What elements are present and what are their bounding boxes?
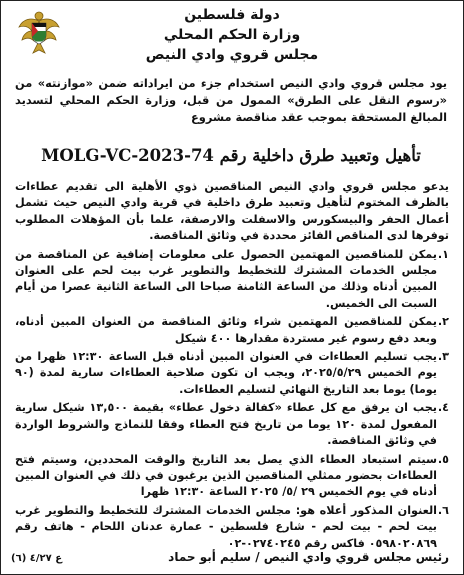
list-item	[15, 349, 449, 398]
item-number: ١.	[437, 247, 449, 261]
list-item	[15, 452, 449, 501]
reference-code: ع ٤/٢٧ (٦)	[11, 553, 63, 564]
list-item	[15, 247, 449, 313]
item-text: يجب ان يرفق مع كل عطاء «كفالة دخول عطاء» بقيمة ١٣,٥٠٠ شيكل سارية المفعول لمدة ١٢٠ يوما من تاريخ فتح العطاء وفقا للنماذج والشروط الواردة في وثائق المناقصة.	[15, 401, 437, 448]
signature-line: رئيس مجلس قروي وادي النيص / سليم أبو حماد	[168, 550, 449, 564]
list-item	[15, 400, 449, 449]
council-name: مجلس قروي وادي النيص	[145, 47, 319, 63]
page-header	[1, 5, 463, 65]
intro-paragraph: يود مجلس قروي وادي النيص استخدام جزء من ايراداته ضمن «موازنته» من «رسوم النقل على الطرق» الممول من قبل، وزارة الحكم المحلي لتسديد المبالغ المستحقة بموجب عقد مناقصة مشروع	[15, 76, 447, 124]
item-number: ٤.	[437, 401, 449, 415]
list-item	[15, 503, 449, 552]
item-number: ٢.	[437, 315, 449, 329]
item-text: يجب تسليم العطاءات في العنوان المبين أدناه قبل الساعة ١٢:٣٠ ظهرا من يوم الخميس ٢٠٢٥/٥/٢٩، ويجب ان تكون صلاحية العطاءات سارية لمدة (٩٠ يوما) يوما بعد التاريخ النهائي لتسليم العطاءات.	[15, 350, 437, 396]
item-text: العنوان المذكور أعلاه هو: مجلس الخدمات المشترك للتخطيط والتطوير غرب بيت لحم - بيت لحم - شارع فلسطين - عمارة عدنان اللحام - هاتف رقم ٠٥٩٨٠٢٠٨٦٩ فاكس رقم ٠٢٧٤٠٢٤٥-٠٢	[15, 503, 437, 550]
item-text: يمكن للمناقصين المهتمين الحصول على معلومات إضافية عن المناقصة من مجلس الخدمات المشترك للتخطيط والتطوير غرب بيت لحم على العنوان المبين أدناه وذلك من الساعة الثامنة صباحا الى الساعة الثانية عصرا من أيام السبت الى الخميس.	[15, 247, 437, 310]
announcement-body	[15, 179, 449, 554]
item-text: سيتم استبعاد العطاء الذي يصل بعد التاريخ والوقت المحددين، وسيتم فتح العطاءات بحضور ممثلي المناقصين الذين يرغبون في ذلك في العنوان المبين أدناه في يوم الخميس ٢٩ /٥/ ٢٠٢٥ الساعة ١٢:٣٠ ظهرا	[15, 452, 437, 499]
state-name: دولة فلسطين	[184, 7, 280, 23]
item-number: ٦.	[437, 503, 449, 517]
page-footer	[11, 550, 449, 564]
invitation-paragraph: يدعو مجلس قروي وادي النيص المناقصين ذوي الأهلية الى تقديم عطاءات بالظرف المختوم لتأهيل وتعبيد طرق داخلية في قرية وادي النيص حيث تشمل أعمال الحفر والبيسكورس والاسفلت والارصفة، علما بأن المؤهلات المطلوب توفرها لدى المناقص الفائز محددة في وثائق المناقصة.	[15, 180, 449, 243]
ministry-name: وزارة الحكم المحلي	[163, 27, 301, 43]
item-number: ٣.	[437, 350, 449, 364]
tender-title: تأهيل وتعبيد طرق داخلية رقم MOLG-VC-2023-74	[41, 146, 421, 165]
item-number: ٥.	[437, 452, 449, 466]
list-item	[15, 314, 449, 347]
item-text: يمكن للمناقصين المهتمين شراء وثائق المناقصة من العنوان المبين أدناه، وبعد دفع رسوم غير مستردة مقدارها ٤٠٠ شيكل	[15, 315, 437, 345]
